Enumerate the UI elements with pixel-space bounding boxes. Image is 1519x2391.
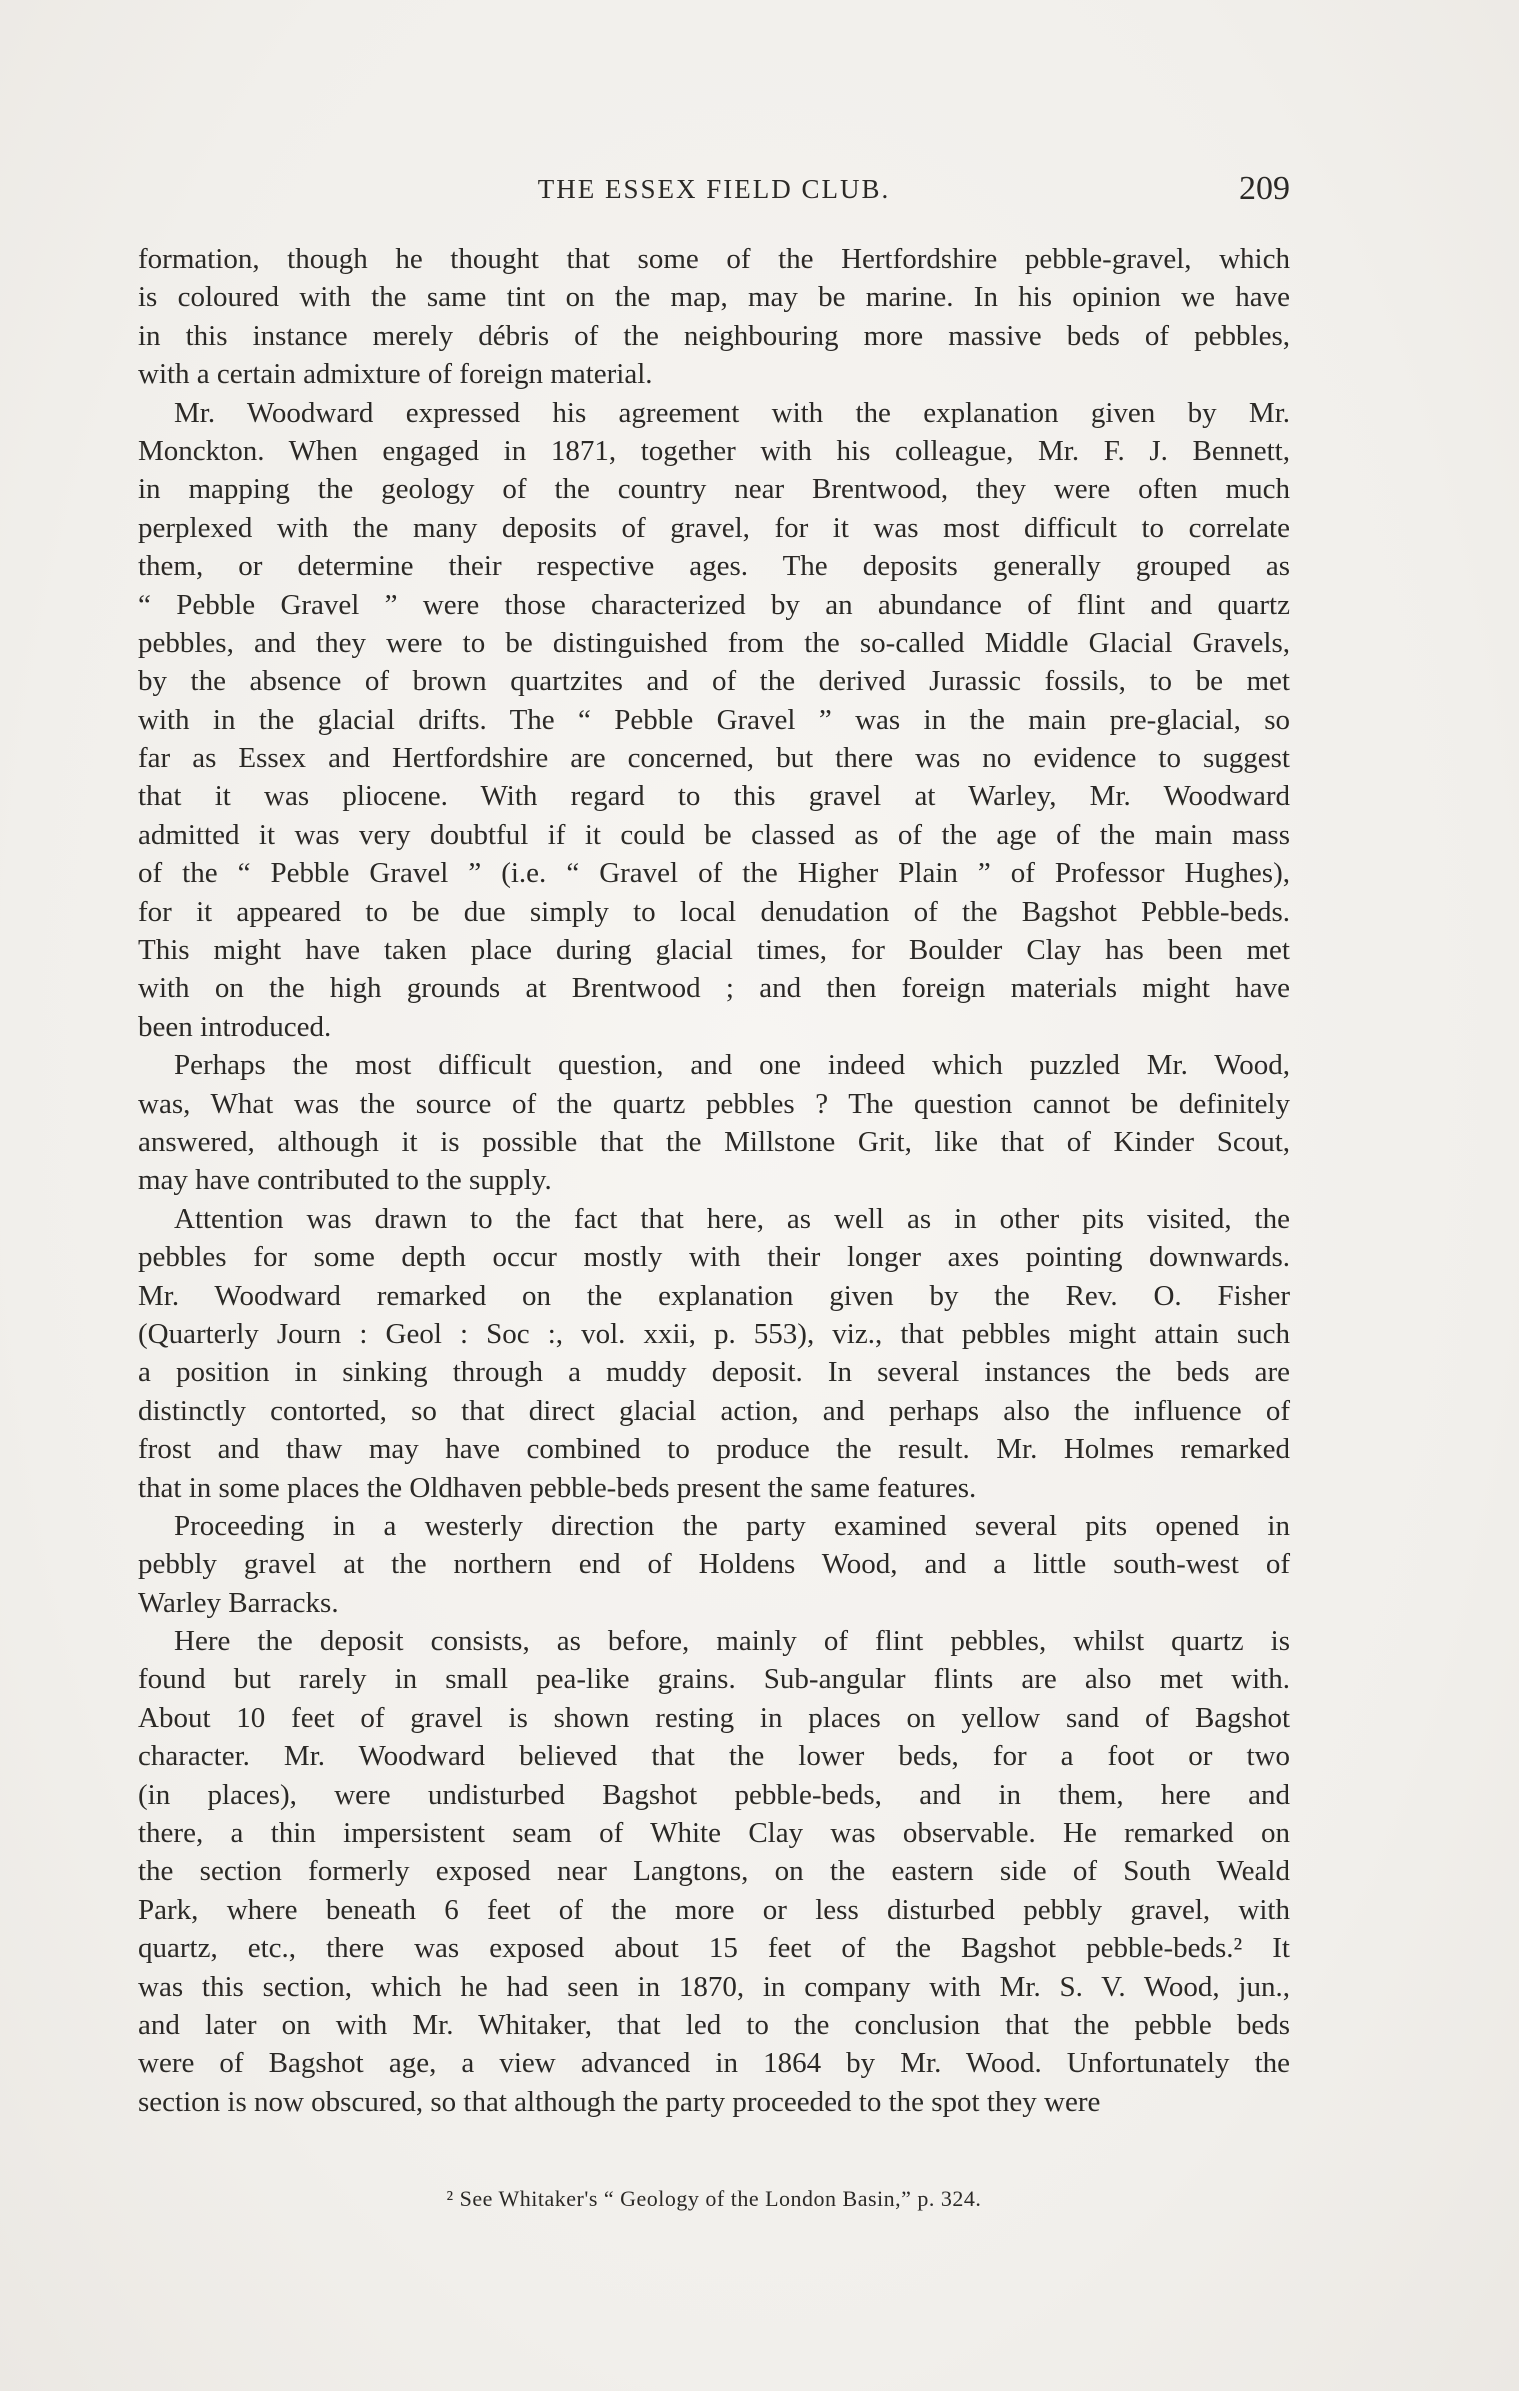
text-line: quartz, etc., there was exposed about 15 feet of the Bagshot pebble-beds.² It <box>138 1932 1290 1965</box>
text-line: Here the deposit consists, as before, mainly of flint pebbles, whilst quartz is <box>174 1625 1290 1658</box>
text-line: for it appeared to be due simply to local denudation of the Bagshot Pebble-beds. <box>138 895 1290 928</box>
running-head: THE ESSEX FIELD CLUB. <box>537 174 891 204</box>
text-line: been introduced. <box>138 1010 332 1043</box>
paragraph <box>138 1507 1290 1622</box>
text-line: Monckton. When engaged in 1871, together with his colleague, Mr. F. J. Bennett, <box>138 434 1290 467</box>
text-line: in this instance merely débris of the neighbouring more massive beds of pebbles, <box>138 319 1290 352</box>
text-line: there, a thin impersistent seam of White Clay was observable. He remarked on <box>138 1817 1290 1850</box>
text-line: Perhaps the most difficult question, and one indeed which puzzled Mr. Wood, <box>174 1049 1290 1082</box>
text-line: that it was pliocene. With regard to this gravel at Warley, Mr. Woodward <box>138 780 1290 813</box>
text-line: formation, though he thought that some of the Hertfordshire pebble-gravel, which <box>138 243 1290 275</box>
paragraph <box>138 240 1290 394</box>
text-line: answered, although it is possible that the Millstone Grit, like that of Kinder Scout, <box>138 1125 1290 1158</box>
paragraph <box>138 1622 1290 2121</box>
text-line: character. Mr. Woodward believed that the lower beds, for a foot or two <box>138 1740 1290 1773</box>
text-line: frost and thaw may have combined to produce the result. Mr. Holmes remarked <box>138 1433 1290 1466</box>
text-line: with a certain admixture of foreign material. <box>138 358 653 391</box>
text-line: About 10 feet of gravel is shown resting in places on yellow sand of Bagshot <box>138 1701 1290 1734</box>
text-line: Attention was drawn to the fact that here, as well as in other pits visited, the <box>174 1202 1290 1235</box>
text-line: that in some places the Oldhaven pebble-beds present the same features. <box>138 1471 977 1504</box>
page-header <box>138 170 1290 214</box>
text-line: section is now obscured, so that although the party proceeded to the spot they were <box>138 2085 1101 2118</box>
text-line: pebbles for some depth occur mostly with their longer axes pointing downwards. <box>138 1241 1290 1274</box>
text-line: perplexed with the many deposits of gravel, for it was most difficult to correlate <box>138 511 1290 544</box>
paragraph <box>138 1046 1290 1200</box>
text-line: of the “ Pebble Gravel ” (i.e. “ Gravel of the Higher Plain ” of Professor Hughes), <box>138 857 1290 890</box>
text-line: Proceeding in a westerly direction the party examined several pits opened in <box>174 1509 1290 1542</box>
text-line: with on the high grounds at Brentwood ; and then foreign materials might have <box>138 972 1290 1005</box>
text-line: distinctly contorted, so that direct glacial action, and perhaps also the influence of <box>138 1394 1290 1427</box>
text-line: in mapping the geology of the country near Brentwood, they were often much <box>138 473 1290 506</box>
text-line: Mr. Woodward remarked on the explanation given by the Rev. O. Fisher <box>138 1279 1290 1312</box>
text-line: was this section, which he had seen in 1870, in company with Mr. S. V. Wood, jun., <box>138 1970 1290 2003</box>
text-line: admitted it was very doubtful if it could be classed as of the age of the main mass <box>138 818 1290 851</box>
text-line: Warley Barracks. <box>138 1586 339 1619</box>
text-line: This might have taken place during glacial times, for Boulder Clay has been met <box>138 934 1290 967</box>
text-line: far as Essex and Hertfordshire are concerned, but there was no evidence to suggest <box>138 742 1290 775</box>
page-number: 209 <box>1239 170 1290 207</box>
text-line: “ Pebble Gravel ” were those characterized by an abundance of flint and quartz <box>138 588 1290 621</box>
text-line: were of Bagshot age, a view advanced in 1864 by Mr. Wood. Unfortunately the <box>138 2047 1290 2080</box>
text-line: is coloured with the same tint on the map, may be marine. In his opinion we have <box>138 281 1290 314</box>
text-line: and later on with Mr. Whitaker, that led to the conclusion that the pebble beds <box>138 2008 1290 2041</box>
text-line: was, What was the source of the quartz pebbles ? The question cannot be definitely <box>138 1087 1290 1120</box>
text-line: found but rarely in small pea-like grains. Sub-angular flints are also met with. <box>138 1663 1290 1696</box>
text-line: Mr. Woodward expressed his agreement with the explanation given by Mr. <box>174 396 1290 429</box>
text-line: pebbles, and they were to be distinguished from the so-called Middle Glacial Gravels, <box>138 626 1290 659</box>
text-line: Park, where beneath 6 feet of the more or less disturbed pebbly gravel, with <box>138 1893 1290 1926</box>
text-line: them, or determine their respective ages. The deposits generally grouped as <box>138 550 1290 583</box>
paragraph <box>138 394 1290 1047</box>
text-line: (in places), were undisturbed Bagshot pebble-beds, and in them, here and <box>138 1778 1290 1811</box>
body-text <box>138 240 1290 2121</box>
footnote: ² See Whitaker's “ Geology of the London Basin,” p. 324. <box>446 2186 982 2211</box>
text-line: the section formerly exposed near Langtons, on the eastern side of South Weald <box>138 1855 1290 1888</box>
paragraph <box>138 1200 1290 1507</box>
text-line: by the absence of brown quartzites and of the derived Jurassic fossils, to be met <box>138 665 1290 698</box>
text-line: may have contributed to the supply. <box>138 1164 552 1197</box>
text-line: with in the glacial drifts. The “ Pebble Gravel ” was in the main pre-glacial, so <box>138 703 1290 736</box>
text-line: a position in sinking through a muddy deposit. In several instances the beds are <box>138 1356 1290 1389</box>
text-line: (Quarterly Journ : Geol : Soc :, vol. xxii, p. 553), viz., that pebbles might attain such <box>138 1317 1290 1350</box>
text-line: pebbly gravel at the northern end of Holdens Wood, and a little south-west of <box>138 1548 1290 1581</box>
